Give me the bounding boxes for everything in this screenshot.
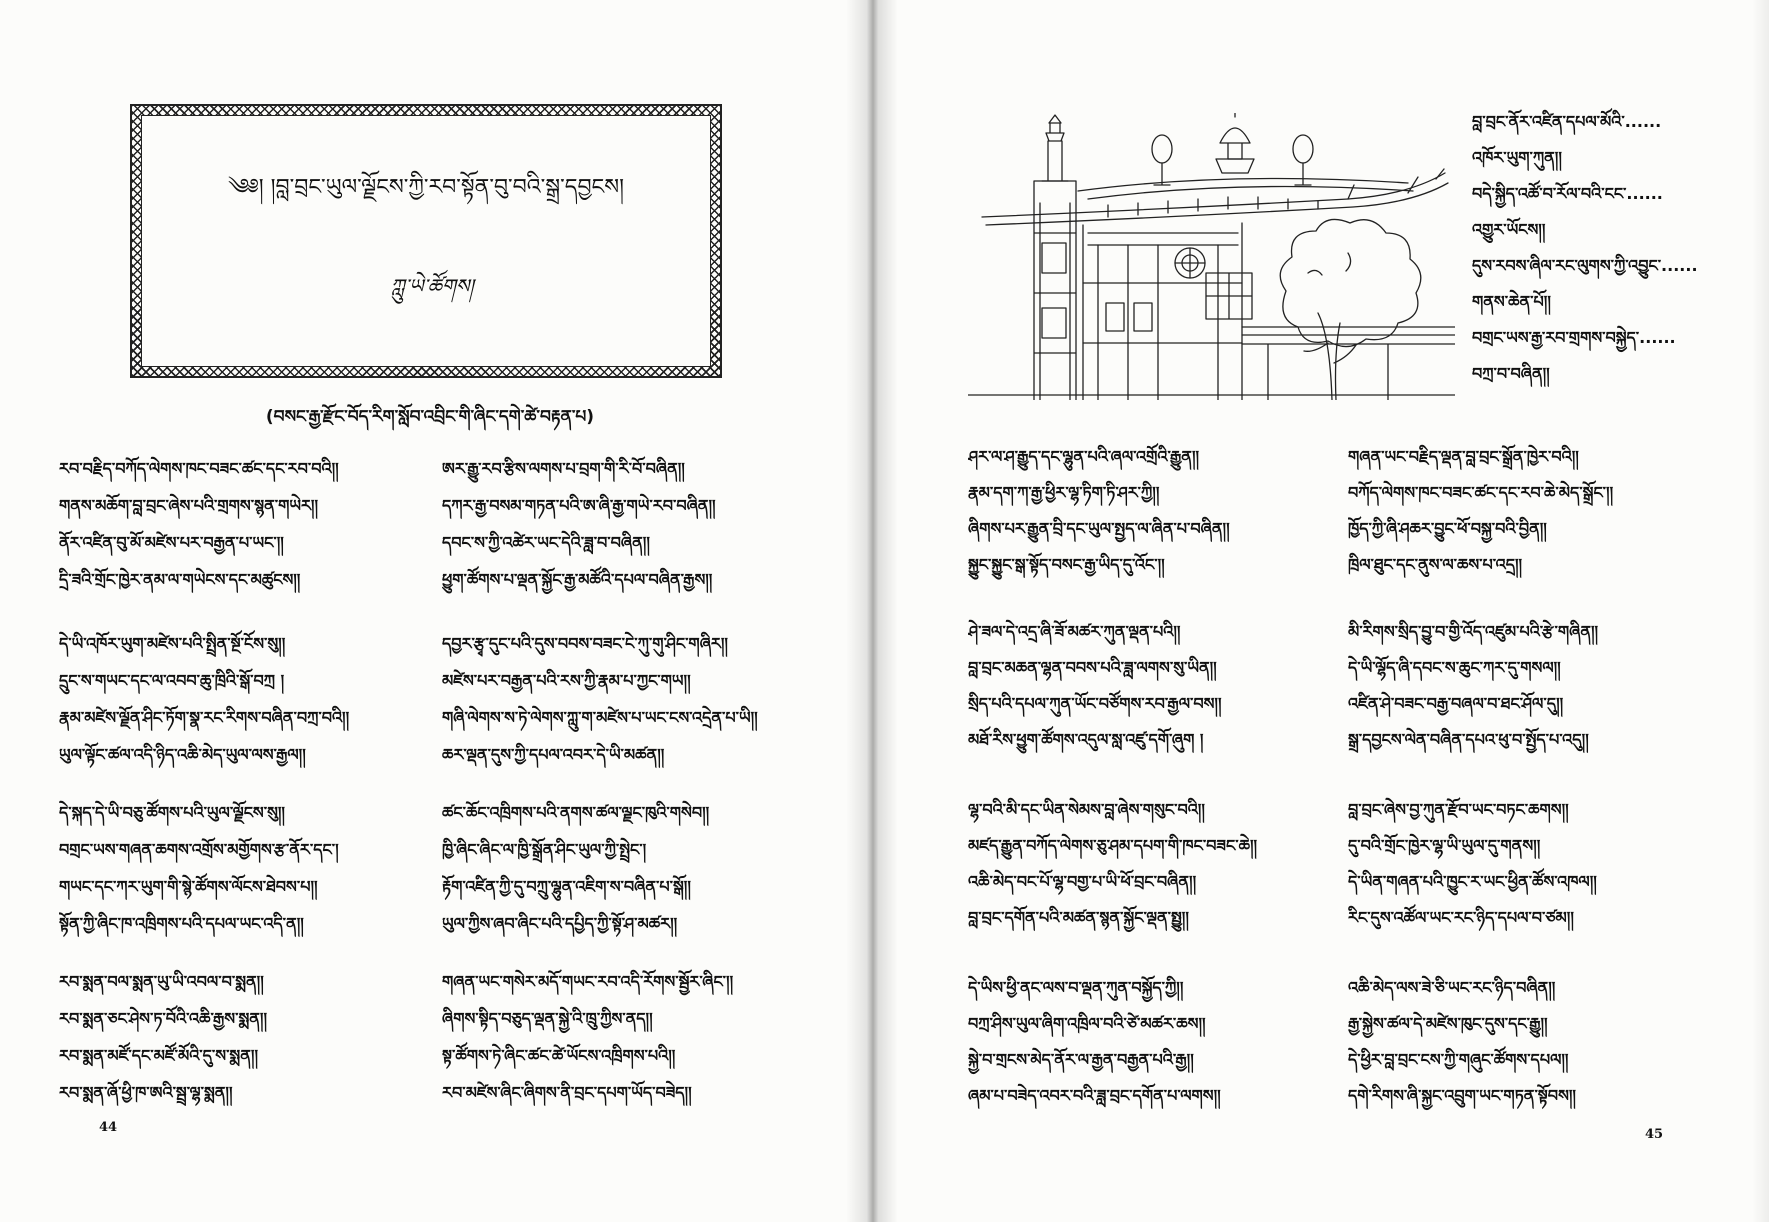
poem-line: དེ་ཡི་ལྷོད་ཞི་དབང་ས་ཆུང་ཀར་དུ་གསལ།།	[1348, 658, 1561, 677]
poem-line: ཞིགས་པར་རྒྱུན་བྲི་དང་ཡུལ་སྤྱད་ལ་ཞིན་པ་བཞིན།།	[968, 519, 1230, 538]
poem-line: དབང་ས་ཀྱི་འཚེར་ཡང་དེའི་ཟླ་བ་བཞིན།།	[442, 533, 650, 552]
poem-line: དེ་སྐད་དེ་ཡི་བཅུ་ཚོགས་པའི་ཡུལ་ལྗོངས་སུ།།	[59, 803, 285, 822]
poem-line: བཀྲ་ཤིས་ཡུལ་ཞིག་འཁྲིལ་བའི་ཙེ་མཚར་ཆས།།	[968, 1014, 1206, 1033]
stanza-right-col2	[1348, 439, 1728, 583]
poem-line: ཆར་ལྡན་དུས་ཀྱི་དཔལ་འབར་དེ་ཡི་མཚན།།	[442, 745, 665, 764]
poem-line: རབ་སྨན་ཅང་ཤེས་ཏ་བོའི་འཆི་རྒྱས་སྨན།།	[59, 1009, 268, 1028]
poem-line: ཚང་ཆོང་འཁྲིགས་པའི་ནགས་ཚལ་ལྗང་ཁུའི་གསེབ།།	[442, 803, 710, 822]
stanza-right-col2	[1348, 970, 1728, 1114]
page-number-left: 44	[99, 1120, 118, 1135]
title-frame-inner	[141, 115, 711, 367]
poem-line: ལྷ་བའི་མི་དང་ཡིན་སེམས་བླ་ཞེས་གསུང་བའི།།	[968, 800, 1205, 819]
poem-line: བགྲང་ཡས་གཞན་ཆགས་འགྲོས་མགྱོགས་རྩ་ནོར་དང་།	[59, 840, 339, 859]
poem-line: དེ་ཕྱིར་བླ་བྲང་ངས་ཀྱི་གཞུང་ཚོགས་དཔལ།།	[1348, 1050, 1569, 1069]
poem-line: ཤེ་ཟལ་དེ་འདྲ་ཞི་ཟོ་མཚར་ཀུན་ལྡན་པའི།།	[968, 622, 1181, 641]
poem-line: གཞི་ལེགས་ས་ཏེ་ལེགས་ཀླུ་ག་མཛེས་པ་ཡང་ངས་འདྲེན་པ་ཡི།།	[442, 708, 758, 727]
poem-line: དབྱར་རྩྭ་དུང་པའི་དུས་བབས་བཟང་ངེ་ཀུ་གུ་ཤིང་གཞིར།།	[442, 634, 728, 653]
poem-line: བདེ་སྐྱིད་འཚོ་བ་རོལ་བའི་ངང་......	[1472, 184, 1663, 203]
stanza-left-col2	[442, 450, 822, 598]
page-edge-shadow	[1752, 0, 1769, 1222]
stanza-right-col1	[968, 439, 1338, 583]
poem-line: རབ་མཛེས་ཞིང་ཞིགས་ནི་བྲང་དཔག་ཡོད་བཟེད།།	[442, 1083, 692, 1102]
poem-line: སྟ་ཚོགས་ཏེ་ཞིང་ཚང་ཚེ་ཡོངས་འཁྲིགས་པའི།།	[442, 1046, 676, 1065]
poem-line: བླ་བྲང་ཞེས་བྱ་ཀུན་རྫོབ་ཡང་བཏང་ཆགས།།	[1348, 800, 1569, 819]
poem-line: ནོར་འཛིན་བུ་མོ་མཛེས་པར་བརྒྱན་པ་ཡང་།།	[59, 533, 284, 552]
monastery-illustration	[968, 113, 1455, 400]
poem-line: རྒྱ་སྐྱེས་ཚལ་དེ་མཛེས་ཁུང་དུས་དང་རྒྱུ།།	[1348, 1014, 1548, 1033]
poem-line: འཆི་མེད་བང་པོ་ལྷ་བགྱ་པ་ཡི་ཕོ་བྲང་བཞིན།།	[968, 872, 1197, 891]
stanza-right-col2	[1348, 614, 1728, 758]
stanza-left-col2	[442, 794, 822, 942]
poem-line: ཡུལ་ཀྱིས་ཞབ་ཞིང་པའི་དཔྱིད་ཀྱི་སྟོ་ཤ་མཚར།།	[442, 914, 678, 933]
poem-line: གཡང་དང་ཀར་ཡུག་གི་སྙེ་ཚོགས་ལོངས་ཐེབས་པ།།	[59, 877, 318, 896]
poem-line: བླ་བྲང་ནོར་འཛིན་དཔལ་མོའི་......	[1472, 112, 1662, 131]
poem-line: འཛིན་ཤེ་བཟང་བརྒྱ་བཞལ་བ་ཐང་ཤོལ་དུ།།	[1348, 694, 1564, 713]
poem-line: དགེ་རིགས་ཞི་སྐྱང་འབྲུག་ཡང་གཏན་སྟོབས།།	[1348, 1086, 1576, 1105]
poem-line: རབ་སྨན་བལ་སྨན་ཡུ་ཡི་འབལ་བ་སྨན།།	[59, 972, 264, 991]
stanza-left-col2	[442, 625, 822, 773]
poem-line: རིང་དུས་འཚོལ་ཡང་རང་ཉིད་དཔལ་བ་ཙམ།།	[1348, 908, 1574, 927]
poem-line: གཞན་ཡང་གསེར་མདོ་གཡང་རབ་འདི་རོགས་སྦྱོར་ཞིང་།།	[442, 972, 734, 991]
author-byline: (བསང་རྒྱ་རྫོང་བོད་རིག་སློབ་འབྲིང་གི་ཞིང་དགེ་ཚེ་བརྟན་པ)	[265, 407, 595, 427]
poem-line: རྣམ་མཛེས་ལྗོན་ཤིང་ཏོག་སྣ་རང་རིགས་བཞིན་བཀྲ་བའི།།	[59, 708, 350, 727]
stanza-right-col1	[968, 792, 1338, 936]
stanza-left-col2	[442, 963, 822, 1111]
poem-line: ཁྱི་ཞིང་ཞིང་ལ་ཁྱི་སྒྲོན་ཤིང་ཡུལ་ཀྱི་སྤྲེང་།	[442, 840, 647, 859]
poem-line: བླ་བྲང་དགོན་པའི་མཚན་སྙན་སྐྱོང་ལྡན་སྤྱུ།།	[968, 908, 1189, 927]
left-page	[0, 0, 872, 1222]
poem-line: རབ་སྨན་མཛོ་དང་མཛོ་མོའི་དུ་ས་སྨན།།	[59, 1046, 259, 1065]
poem-title: ༄༅། །བླ་བྲང་ཡུལ་ལྗོངས་ཀྱི་རབ་སྟོན་བུ་བའི་སྒྲ་དབྱངས།	[228, 175, 624, 200]
poem-line: མཛེས་པར་བརྒྱན་པའི་རས་ཀྱི་རྣམ་པ་ཀྱང་གཡ།།	[442, 671, 691, 690]
poem-line: མི་རིགས་སྲིད་བྱུ་བ་གྱི་འོད་འཛུམ་པའི་རྩེ་གཞིན།།	[1348, 622, 1599, 641]
stanza-right-col2	[1348, 792, 1728, 936]
poem-line: སྐྱེ་བ་གྲངས་མེད་ནོར་ལ་རྒྱན་བརྒྱན་པའི་རྒྱ།།	[968, 1050, 1194, 1069]
poem-line: སྲིད་པའི་དཔལ་ཀུན་ཡོང་བཙོགས་རབ་རྒྱལ་བས།།	[968, 694, 1222, 713]
poem-line: དུ་བའི་གྲོང་ཁྱེར་ལྷ་ཡི་ཡུལ་དུ་གནས།།	[1348, 836, 1541, 855]
poem-line: སྒྲ་དབྱངས་ལེན་བཞིན་དཔའ་ཕུ་བ་སྤྱོད་པ་འདུ།།	[1348, 730, 1589, 749]
poem-line: དྲུང་ས་གཡང་དང་ལ་འབབ་ཆུ་ཁྲིའི་སྒོ་བཀྲ །	[59, 671, 285, 690]
poem-line: གནས་མཆོག་བླ་བྲང་ཞེས་པའི་གྲགས་སྙན་གཡེར།།	[59, 496, 319, 515]
poem-line: ཡུལ་ལྟོང་ཚལ་འདི་ཉིད་འཆི་མེད་ཡུལ་ལས་རྒྱལ།།	[59, 745, 306, 764]
stanza-right-col1	[968, 614, 1338, 758]
poem-line: བཀྲ་བ་བཞིན།།	[1472, 364, 1550, 383]
poem-line: དཀར་རྒྱ་བསམ་གཏན་པའི་ཨ་ཞི་རྒྱ་གཡེ་རབ་བཞིན།།	[442, 496, 716, 515]
poem-line: ཁྱོད་ཀྱི་ཞི་ཤཆར་བྱུང་ཕོ་བསྐྱ་བའི་བྱིན།།	[1348, 519, 1547, 538]
poem-line: བཀོད་ལེགས་ཁང་བཟང་ཚང་དང་རབ་ཆེ་མེད་སྒྲོང་།།	[1348, 483, 1614, 502]
poem-line: རྣམ་དག་ཀ་རྒྱ་ཕྱིར་ལྷ་ཏིག་ཏི་ཤར་ཀྱི།།	[968, 483, 1160, 502]
poem-line: དུས་རབས་ཞིལ་རང་ལུགས་ཀྱི་འབྱུང་......	[1472, 256, 1698, 275]
poem-line: དེ་ཡིན་གཞན་པའི་ཁྱུང་ར་ཡང་ཕྱིན་ཚོས་འཁལ།།	[1348, 872, 1597, 891]
poem-line: ཁྲིལ་ཐུང་དང་ནུས་ལ་ཆས་པ་འདྲ།།	[1348, 555, 1523, 574]
author-signature: ཀླུ་ཡེ་ཚོགས།	[390, 274, 474, 298]
stanza-left-col1	[59, 794, 429, 942]
stanza-right-col1	[968, 970, 1338, 1114]
poem-line: མཐོ་རིས་ཕྱུག་ཚོགས་འདུལ་སླ་འཛུ་དགོ་ཞུག །	[968, 730, 1204, 749]
poem-line: སྟོན་ཀྱི་ཞིང་ཁ་འཁྲིགས་པའི་དཔལ་ཡང་འདི་ན།།	[59, 914, 304, 933]
poem-line: འཁོར་ཡུག་ཀུན།།	[1472, 148, 1562, 167]
poem-line: རབ་བརྗིད་བཀོད་ལེགས་ཁང་བཟང་ཚང་དང་རབ་བའི།།	[59, 459, 339, 478]
poem-line: ཞམ་པ་བཟེད་འབར་བའི་ཟླ་བྲང་དགོན་པ་ལགས།།	[968, 1086, 1221, 1105]
poem-line: ཨར་རྒྱུ་རབ་རྩིས་ལགས་པ་བྲག་གི་རི་བོ་བཞིན།།	[442, 459, 685, 478]
poem-line: འཆི་མེད་ལས་ཟེ་ཅི་ཡང་རང་ཉིད་བཞིན།།	[1348, 978, 1556, 997]
poem-line: ཤར་ལ་ཤ་རྒྱུད་དང་ལྷུན་པའི་ཞལ་འགྲོའི་རྒྱུན།།	[968, 447, 1200, 466]
poem-line: རབ་སྨན་ཞོ་ཕྱི་ཁ་ཨའི་སྦྲ་ལྷ་སྨན།།	[59, 1083, 233, 1102]
stanza-left-col1	[59, 450, 429, 598]
stanza-left-col1	[59, 963, 429, 1111]
poem-line: རྟོག་འཛིན་ཀྱི་དུ་བཀྲུ་ལྷུན་འཇིག་ས་བཞིན་པ་སྒོ།།	[442, 877, 691, 896]
poem-line: བགྲང་ཡས་རྒྱ་རབ་གྲགས་བསྐྱེད་......	[1472, 328, 1676, 347]
title-frame	[130, 104, 722, 378]
stanza-left-col1	[59, 625, 429, 773]
poem-line: དེ་ཡིས་ཕྱི་ནང་ལས་བ་ལྡན་ཀུན་བསྐྱོད་ཀྱི།།	[968, 978, 1184, 997]
poem-line: སྐྱུང་སྐྱུང་སྒ་སྟོད་བསང་རྒྱ་ཡིད་དུ་འོང་།།	[968, 555, 1165, 574]
page-number-right: 45	[1645, 1127, 1664, 1142]
poem-line: མཛད་རྒྱུན་བཀོད་ལེགས་ཅུ་ཤམ་དཔག་གི་ཁང་བཟང་ཆེ།།	[968, 836, 1258, 855]
poem-line: འགྱུར་ཡོངས།།	[1472, 220, 1546, 239]
poem-line: དྲི་ཟའི་གྲོང་ཁྱེར་ནམ་ལ་གཡེངས་དང་མཚུངས།།	[59, 570, 301, 589]
poem-line: གནས་ཆེན་པོ།།	[1472, 292, 1551, 311]
side-poem	[1472, 104, 1742, 392]
book-gutter-shadow	[846, 0, 898, 1222]
poem-line: ཞིགས་སྟིད་བཅུད་ལྡན་སྐྱེ་འི་ཁྲུ་ཀྱིས་ནད།།	[442, 1009, 653, 1028]
poem-line: ཕྱུག་ཚོགས་པ་ལྡན་སྐྱོང་རྒྱ་མཚོའི་དཔལ་བཞིན་རྒྱས།།	[442, 570, 713, 589]
poem-line: བླ་བྲང་མཆན་ལྷན་བབས་པའི་ཟླ་ལགས་སུ་ཡིན།།	[968, 658, 1217, 677]
poem-line: གཞན་ཡང་བརྗིད་ལྡན་བླ་བྲང་སྒྲོན་ཁྱེར་བའི།།	[1348, 447, 1579, 466]
poem-line: དེ་ཡི་འཁོར་ཡུག་མཛེས་པའི་སྤྲིན་སྔོ་ངོས་སུ།།	[59, 634, 286, 653]
